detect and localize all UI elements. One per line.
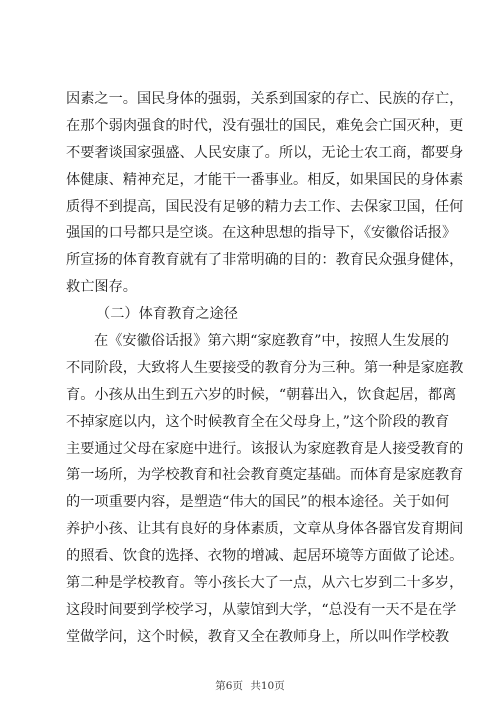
paragraph-line: 体健康、精神充足，才能干一番事业。相反，如果国民的身体素 [66, 171, 464, 188]
paragraph-line: 不同阶段，大致将人生要接受的教育分为三种。第一种是家庭教 [66, 359, 464, 376]
paragraph-line: 质得不到提高，国民没有足够的精力去工作、去保家卫国，任何 [66, 198, 464, 215]
paragraph-line: 养护小孩、让其有良好的身体素质，文章从身体各器官发育期间 [66, 521, 464, 538]
paragraph-line: 不掉家庭以内，这个时候教育全在父母身上，”这个阶段的教育 [66, 413, 450, 430]
paragraph-line: 在《安徽俗话报》第六期“家庭教育”中，按照人生发展的 [94, 333, 450, 350]
paragraph-line: 救亡图存。 [66, 279, 137, 296]
paragraph-line: 育。小孩从出生到五六岁的时候，“朝暮出入，饮食起居，都离 [66, 386, 457, 403]
section-heading: （二）体育教育之途径 [96, 306, 238, 323]
page-number: 第6页 [215, 680, 243, 692]
page-total: 共10页 [250, 680, 285, 692]
page-footer [0, 678, 500, 693]
paragraph-line: 堂做学问，这个时候，教育又全在教师身上，所以叫作学校教 [66, 628, 450, 645]
paragraph-line: 强国的口号都只是空谈。在这种思想的指导下，《安徽俗话报》 [66, 225, 457, 242]
paragraph-line: 主要通过父母在家庭中进行。该报认为家庭教育是人接受教育的 [66, 440, 464, 457]
section-1 [66, 86, 464, 301]
paragraph-line: 所宣扬的体育教育就有了非常明确的目的：教育民众强身健体， [66, 252, 464, 269]
paragraph-line: 在那个弱肉强食的时代，没有强壮的国民，难免会亡国灭种，更 [66, 117, 464, 134]
paragraph-line: 因素之一。国民身体的强弱，关系到国家的存亡、民族的存亡， [66, 91, 464, 107]
paragraph-line: 的照看、饮食的选择、衣物的增减、起居环境等方面做了论述。 [66, 548, 464, 565]
paragraph-line: 的一项重要内容，是塑造“伟大的国民”的根本途径。关于如何 [66, 494, 450, 511]
section-2 [66, 328, 464, 651]
paragraph-line: 第二种是学校教育。等小孩长大了一点，从六七岁到二十多岁， [66, 575, 464, 592]
document-body [66, 86, 464, 651]
paragraph-line: 不要奢谈国家强盛、人民安康了。所以，无论士农工商，都要身 [66, 144, 464, 161]
paragraph-line: 这段时间要到学校学习，从蒙馆到大学，“总没有一天不是在学 [66, 601, 457, 618]
paragraph-line: 第一场所，为学校教育和社会教育奠定基础。而体育是家庭教育 [66, 467, 464, 484]
